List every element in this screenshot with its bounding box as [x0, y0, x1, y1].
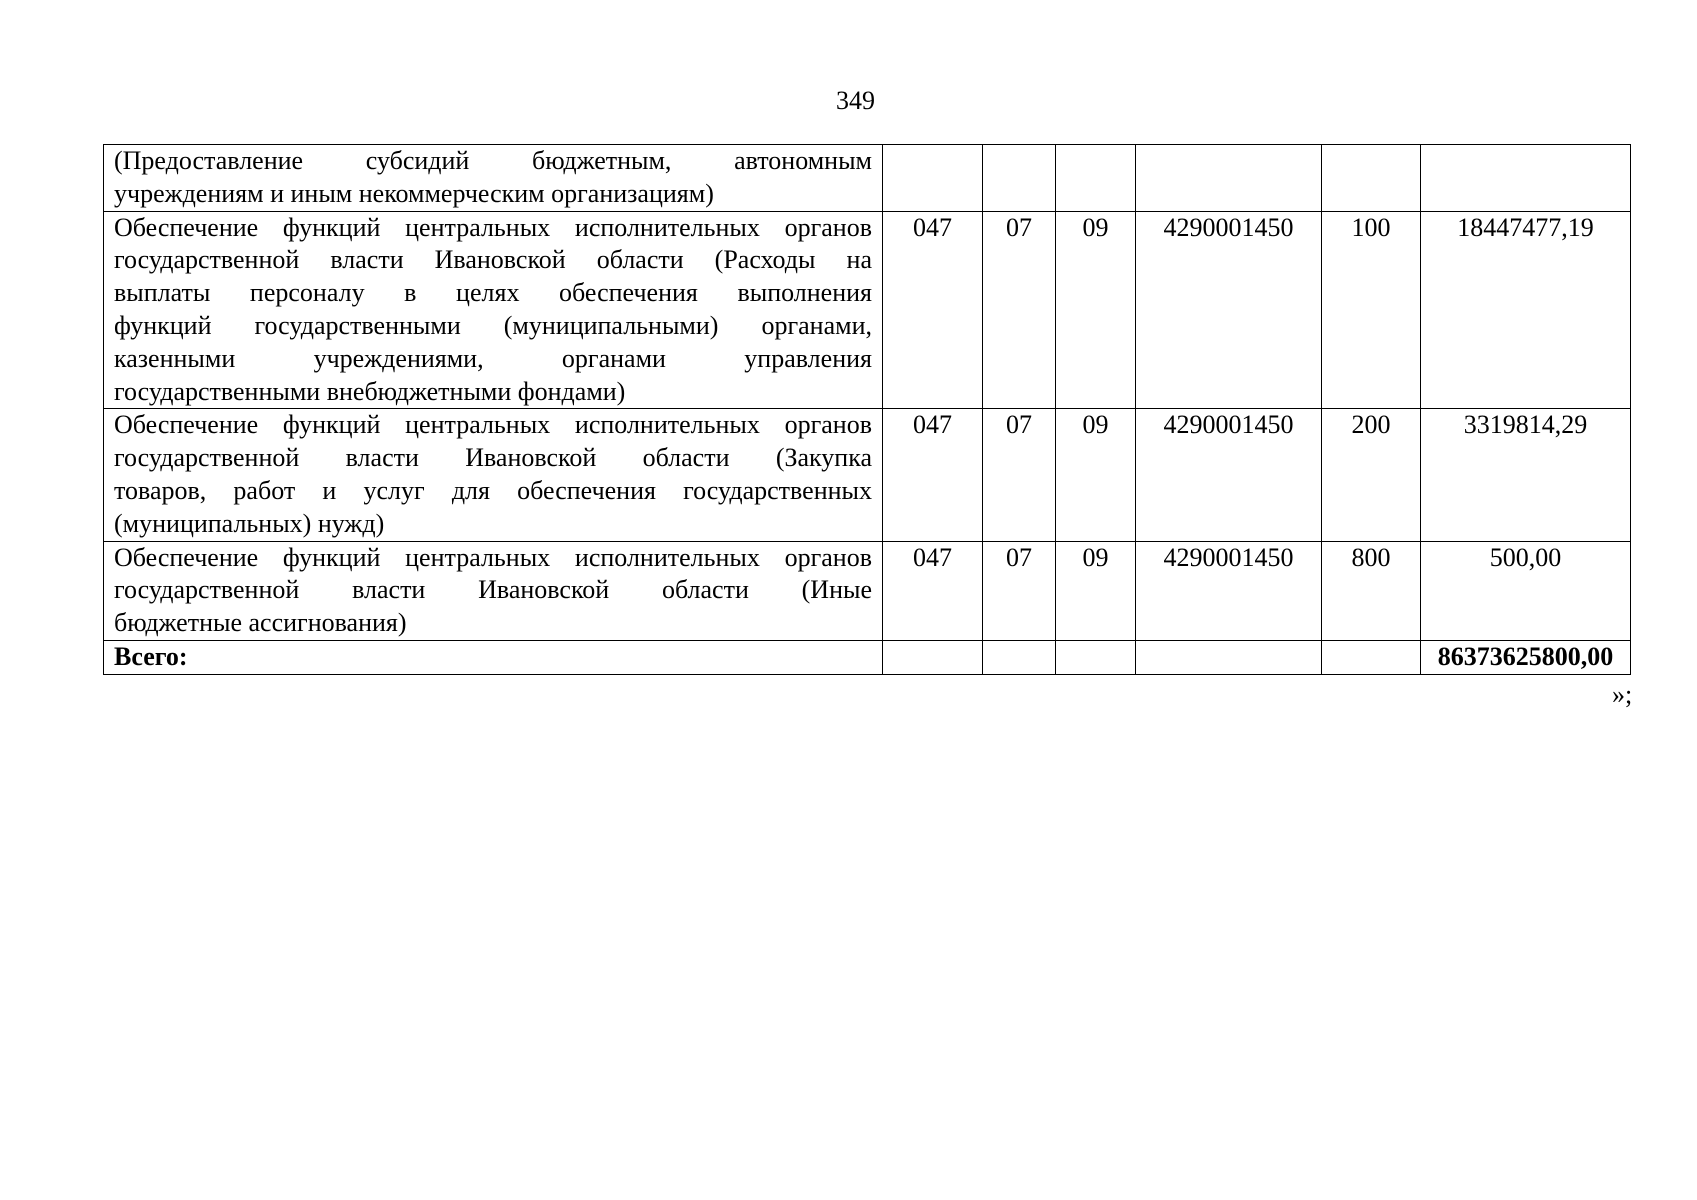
table-row [104, 145, 1631, 212]
section-code: 07 [983, 211, 1056, 409]
amount: 3319814,29 [1421, 409, 1631, 541]
target-code: 4290001450 [1136, 211, 1322, 409]
row-description [104, 409, 883, 541]
page-number: 349 [836, 86, 875, 115]
subsection-code [1056, 145, 1136, 212]
table-row [104, 211, 1631, 409]
row-description [104, 145, 883, 212]
section-code [983, 145, 1056, 212]
description-line: бюджетные ассигнования) [114, 608, 407, 638]
description-line: государственной власти Ивановской области (Расходы на [114, 245, 872, 275]
description-line: государственной власти Ивановской области (Иные [114, 575, 872, 605]
empty-cell [1136, 640, 1322, 674]
empty-cell [1056, 640, 1136, 674]
description-line: функций государственными (муниципальными) органами, [114, 310, 872, 340]
budget-table [103, 144, 1631, 675]
description-line: государственной власти Ивановской области (Закупка [114, 443, 872, 473]
closing-quote-mark: »; [1612, 680, 1633, 709]
row-description [104, 211, 883, 409]
amount: 18447477,19 [1421, 211, 1631, 409]
target-code: 4290001450 [1136, 541, 1322, 640]
total-amount: 86373625800,00 [1421, 640, 1631, 674]
expense-type-code: 100 [1322, 211, 1421, 409]
table-row [104, 409, 1631, 541]
expense-type-code [1322, 145, 1421, 212]
target-code [1136, 145, 1322, 212]
description-line: товаров, работ и услуг для обеспечения государственных [114, 475, 872, 505]
expense-type-code: 800 [1322, 541, 1421, 640]
description-line: казенными учреждениями, органами управления [114, 343, 872, 373]
amount: 500,00 [1421, 541, 1631, 640]
description-line: Обеспечение функций центральных исполнительных органов [114, 410, 872, 440]
description-line: (муниципальных) нужд) [114, 508, 385, 538]
empty-cell [983, 640, 1056, 674]
target-code: 4290001450 [1136, 409, 1322, 541]
description-line: Обеспечение функций центральных исполнительных органов [114, 212, 872, 242]
ministry-code: 047 [883, 409, 983, 541]
amount [1421, 145, 1631, 212]
subsection-code: 09 [1056, 409, 1136, 541]
row-description [104, 541, 883, 640]
section-code: 07 [983, 541, 1056, 640]
description-line: Обеспечение функций центральных исполнительных органов [114, 542, 872, 572]
subsection-code: 09 [1056, 211, 1136, 409]
expense-type-code: 200 [1322, 409, 1421, 541]
description-line: учреждениям и иным некоммерческим организациям) [114, 178, 714, 208]
total-label: Всего: [104, 640, 883, 674]
ministry-code: 047 [883, 211, 983, 409]
table-row [104, 541, 1631, 640]
ministry-code: 047 [883, 541, 983, 640]
description-line: (Предоставление субсидий бюджетным, автономным [114, 146, 872, 175]
empty-cell [1322, 640, 1421, 674]
section-code: 07 [983, 409, 1056, 541]
description-line: государственными внебюджетными фондами) [114, 376, 626, 406]
empty-cell [883, 640, 983, 674]
ministry-code [883, 145, 983, 212]
subsection-code: 09 [1056, 541, 1136, 640]
description-line: выплаты персоналу в целях обеспечения выполнения [114, 278, 872, 308]
total-row [104, 640, 1631, 674]
